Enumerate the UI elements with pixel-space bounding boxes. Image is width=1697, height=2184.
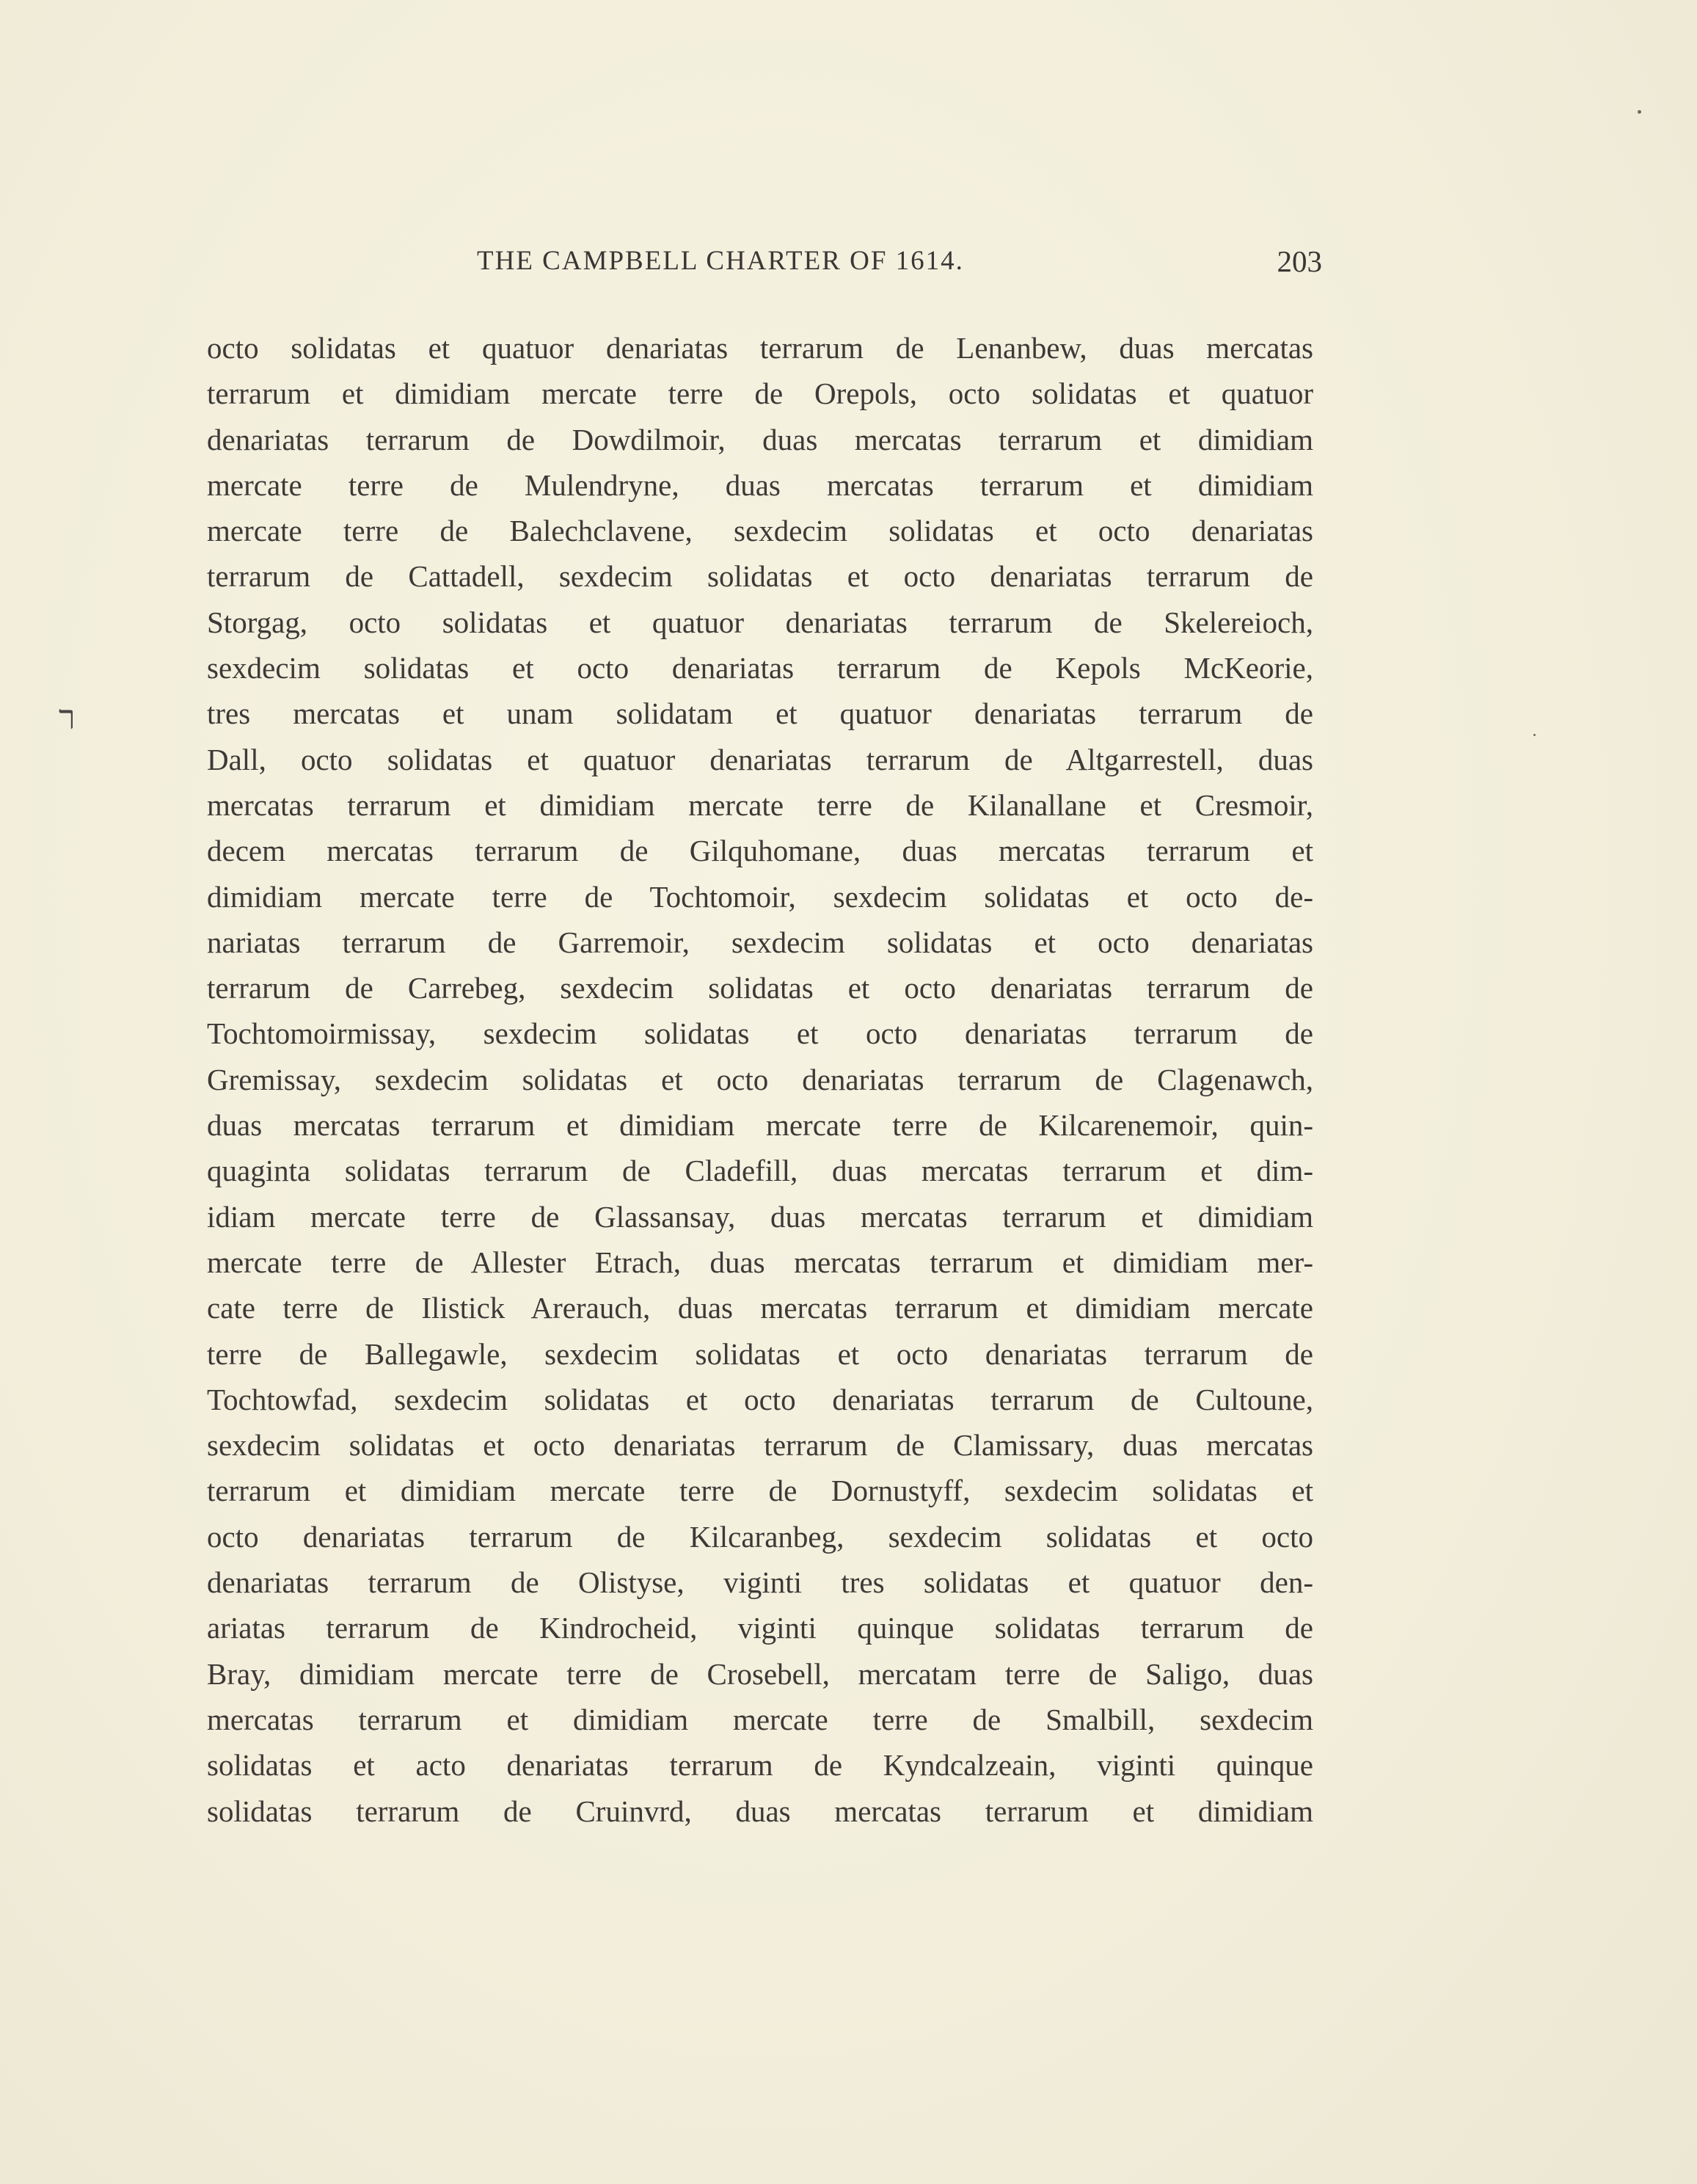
text-line: mercatas terrarum et dimidiam mercate terre de Kilanallane et Cresmoir, [207, 787, 1313, 822]
text-line: Tochtowfad, sexdecim solidatas et octo denariatas terrarum de Cultoune, [207, 1382, 1313, 1416]
text-line: mercate terre de Mulendryne, duas mercatas terrarum et dimidiam [207, 467, 1313, 502]
text-line: solidatas terrarum de Cruinvrd, duas mercatas terrarum et dimidiam [207, 1794, 1313, 1828]
text-line: terre de Ballegawle, sexdecim solidatas et octo denariatas terrarum de [207, 1336, 1313, 1371]
text-line: terrarum de Cattadell, sexdecim solidatas et octo denariatas terrarum de [207, 559, 1313, 594]
text-line: sexdecim solidatas et octo denariatas terrarum de Kepols McKeorie, [207, 651, 1313, 685]
text-line: ariatas terrarum de Kindrocheid, viginti quinque solidatas terrarum de [207, 1611, 1313, 1645]
text-line: Tochtomoirmissay, sexdecim solidatas et octo denariatas terrarum de [207, 1016, 1313, 1051]
running-title: THE CAMPBELL CHARTER OF 1614. [477, 246, 964, 276]
text-line: terrarum de Carrebeg, sexdecim solidatas et octo denariatas terrarum de [207, 971, 1313, 1005]
text-line: Dall, octo solidatas et quatuor denariatas terrarum de Altgarrestell, duas [207, 742, 1313, 776]
paper-speck [1533, 734, 1536, 736]
text-line: terrarum et dimidiam mercate terre de Orepols, octo solidatas et quatuor [207, 376, 1313, 411]
margin-mark: ר [59, 699, 76, 736]
text-line: Bray, dimidiam mercate terre de Crosebell, mercatam terre de Saligo, duas [207, 1656, 1313, 1691]
page-number: 203 [1277, 244, 1322, 278]
text-line: Storgag, octo solidatas et quatuor denariatas terrarum de Skelereioch, [207, 605, 1313, 639]
text-line: sexdecim solidatas et octo denariatas terrarum de Clamissary, duas mercatas [207, 1428, 1313, 1463]
paper-speck [1638, 110, 1641, 114]
text-line: decem mercatas terrarum de Gilquhomane, duas mercatas terrarum et [207, 834, 1313, 868]
text-line: mercate terre de Allester Etrach, duas mercatas terrarum et dimidiam mer- [207, 1245, 1313, 1279]
text-line: tres mercatas et unam solidatam et quatuor denariatas terrarum de [207, 696, 1313, 731]
text-line: denariatas terrarum de Olistyse, viginti tres solidatas et quatuor den- [207, 1565, 1313, 1600]
text-line: quaginta solidatas terrarum de Cladefill, duas mercatas terrarum et dim- [207, 1154, 1313, 1188]
text-line: duas mercatas terrarum et dimidiam mercate terre de Kilcarenemoir, quin- [207, 1108, 1313, 1143]
text-line: mercate terre de Balechclavene, sexdecim solidatas et octo denariatas [207, 514, 1313, 548]
text-line: octo denariatas terrarum de Kilcaranbeg, sexdecim solidatas et octo [207, 1519, 1313, 1554]
text-line: dimidiam mercate terre de Tochtomoir, sexdecim solidatas et octo de- [207, 879, 1313, 914]
text-line: nariatas terrarum de Garremoir, sexdecim solidatas et octo denariatas [207, 925, 1313, 959]
text-line: terrarum et dimidiam mercate terre de Dornustyff, sexdecim solidatas et [207, 1474, 1313, 1508]
text-line: solidatas et acto denariatas terrarum de Kyndcalzeain, viginti quinque [207, 1748, 1313, 1783]
text-line: Gremissay, sexdecim solidatas et octo denariatas terrarum de Clagenawch, [207, 1062, 1313, 1096]
body-text [207, 325, 1313, 1834]
text-line: cate terre de Ilistick Arerauch, duas mercatas terrarum et dimidiam mercate [207, 1291, 1313, 1325]
running-head [205, 239, 1322, 283]
text-line: mercatas terrarum et dimidiam mercate terre de Smalbill, sexdecim [207, 1702, 1313, 1736]
text-line: idiam mercate terre de Glassansay, duas mercatas terrarum et dimidiam [207, 1199, 1313, 1234]
text-line: octo solidatas et quatuor denariatas terrarum de Lenanbew, duas mercatas [207, 331, 1313, 365]
text-line: denariatas terrarum de Dowdilmoir, duas mercatas terrarum et dimidiam [207, 422, 1313, 456]
